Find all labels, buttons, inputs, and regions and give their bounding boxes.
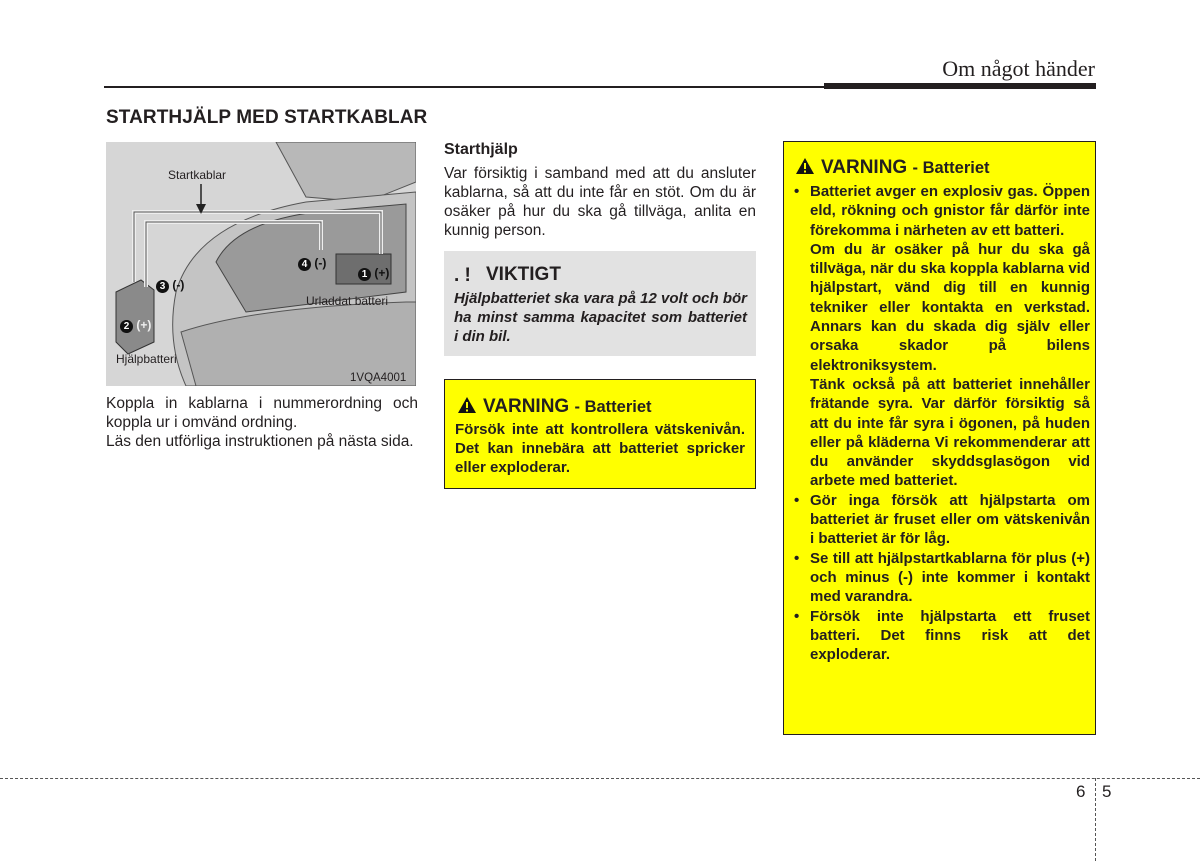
bullet: • — [794, 607, 800, 625]
subsection-heading: Starthjälp — [444, 141, 518, 158]
instruction-paragraph-2: Läs den utförliga instruktionen på nästa sida. — [106, 433, 414, 450]
bullet: • — [794, 549, 800, 567]
important-notice — [444, 251, 756, 356]
header-bar — [824, 83, 1096, 89]
chapter-number: 6 — [1076, 782, 1086, 801]
marker-2: 2 (+) — [120, 318, 151, 333]
battery-warning-large — [783, 141, 1096, 735]
label-startkablar: Startkablar — [168, 168, 227, 182]
chapter-title: Om något händer — [942, 56, 1095, 81]
page-number: 5 — [1102, 782, 1112, 801]
jump-start-illustration — [106, 142, 416, 386]
marker-4: 4 (-) — [298, 256, 326, 271]
connect-instructions — [106, 394, 418, 451]
warning-body: Försök inte att kontrollera vätskenivån. Det kan innebära att batteriet spricker eller exploderar. — [455, 421, 745, 476]
bullet: • — [794, 183, 800, 200]
section-title: STARTHJÄLP MED STARTKABLAR — [106, 107, 428, 128]
subsection-text: Var försiktig i samband med att du ansluter kablarna, så att du inte får en stöt. Om du är osäker på hur du ska gå tillväga, anlita en kunnig person. — [444, 165, 756, 239]
footer-rule — [0, 778, 1200, 779]
footer-divider — [1095, 778, 1096, 861]
warning-item: • Gör inga försök att hjälpstarta om batteriet är fruset eller om vätskenivån i batteriet är för låg. — [794, 491, 1090, 548]
exclamation-icon: . ! — [454, 265, 471, 286]
notice-title: VIKTIGT — [486, 264, 561, 285]
warning-list — [792, 182, 1090, 664]
label-urladdat-batteri: Urladdat batteri — [306, 294, 389, 308]
warning-item: • Batteriet avger en explosiv gas. Öppen eld, rökning och gnistor får därför inte förekomma i närheten av ett batteri. Om du är osäker på hur du ska gå tillväga, när du ska koppla kablarna vid hjälpstart, vänd dig till en kunnig tekniker eller kontakta en verkstad. Annars kan du skada dig själv eller orsaka skador på bilens elektroniksystem. Tänk också på att batteriet innehåller frätande syra. Var därför försiktig så att du inte får syra i ögonen, på huden eller på kläderna Vi rekommenderar att du använder skyddsglasögon vid arbete med batteriet. — [794, 183, 1090, 490]
warning-item: • Försök inte hjälpstarta ett fruset batteri. Det finns risk att det exploderar. — [794, 607, 1090, 664]
label-hjalpbatteri: Hjälpbatteri — [116, 352, 177, 366]
battery-warning-small — [444, 379, 756, 489]
marker-1: 1 (+) — [358, 266, 389, 281]
header-rule — [104, 86, 824, 88]
figure-code: 1VQA4001 — [350, 372, 407, 384]
warning-item: • Se till att hjälpstartkablarna för plus (+) och minus (-) inte kommer i kontakt med varandra. — [794, 549, 1090, 606]
warning-title: VARNING - Batteriet — [457, 396, 652, 418]
instruction-paragraph-1: Koppla in kablarna i nummerordning och koppla ur i omvänd ordning. — [106, 395, 418, 431]
warning-triangle-icon — [795, 157, 815, 175]
warning-triangle-icon — [457, 396, 477, 414]
bullet: • — [794, 491, 800, 509]
marker-3: 3 (-) — [156, 278, 184, 293]
warning-title: VARNING - Batteriet — [795, 157, 990, 179]
notice-body: Hjälpbatteriet ska vara på 12 volt och bör ha minst samma kapacitet som batteriet i din bil. — [454, 290, 747, 345]
